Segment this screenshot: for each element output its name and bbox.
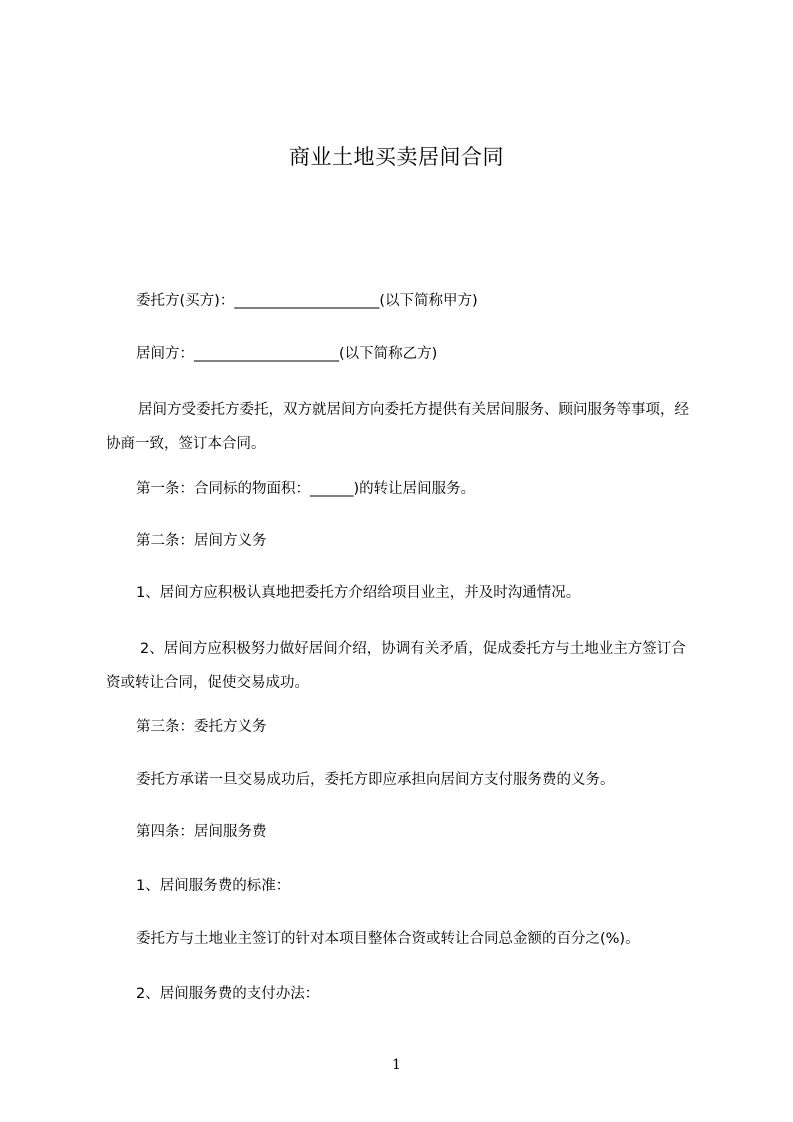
document-title: 商业土地买卖居间合同 bbox=[289, 145, 504, 169]
article-1-line: 第一条：合同标的物面积：______)的转让居间服务。 bbox=[136, 481, 476, 497]
article-4-item-1: 1、居间服务费的标准： bbox=[136, 878, 291, 894]
page-number: 1 bbox=[392, 1057, 401, 1073]
article-4-heading: 第四条：居间服务费 bbox=[136, 824, 267, 840]
article-2-item-1: 1、居间方应积极认真地把委托方介绍给项目业主，并及时沟通情况。 bbox=[136, 585, 581, 601]
article-3-text: 委托方承诺一旦交易成功后，委托方即应承担向居间方支付服务费的义务。 bbox=[136, 772, 615, 788]
article-4-item-2: 2、居间服务费的支付办法： bbox=[136, 986, 320, 1002]
article-2-item-2: 2、居间方应积极努力做好居间介绍，协调有关矛盾，促成委托方与土地业主方签订合资或转让合同，促使交易成功。 bbox=[106, 641, 686, 691]
client-party-line: 委托方(买方)：____________________(以下简称甲方) bbox=[136, 293, 478, 309]
article-3-heading: 第三条：委托方义务 bbox=[136, 719, 267, 735]
intermediary-party-line: 居间方：____________________(以下简称乙方) bbox=[136, 346, 438, 362]
preamble-paragraph: 居间方受委托方委托，双方就居间方向委托方提供有关居间服务、顾问服务等事项，经协商一致，签订本合同。 bbox=[106, 402, 689, 452]
article-4-text: 委托方与土地业主签订的针对本项目整体合资或转让合同总金额的百分之(%)。 bbox=[136, 931, 640, 947]
article-2-heading: 第二条：居间方义务 bbox=[136, 533, 267, 549]
